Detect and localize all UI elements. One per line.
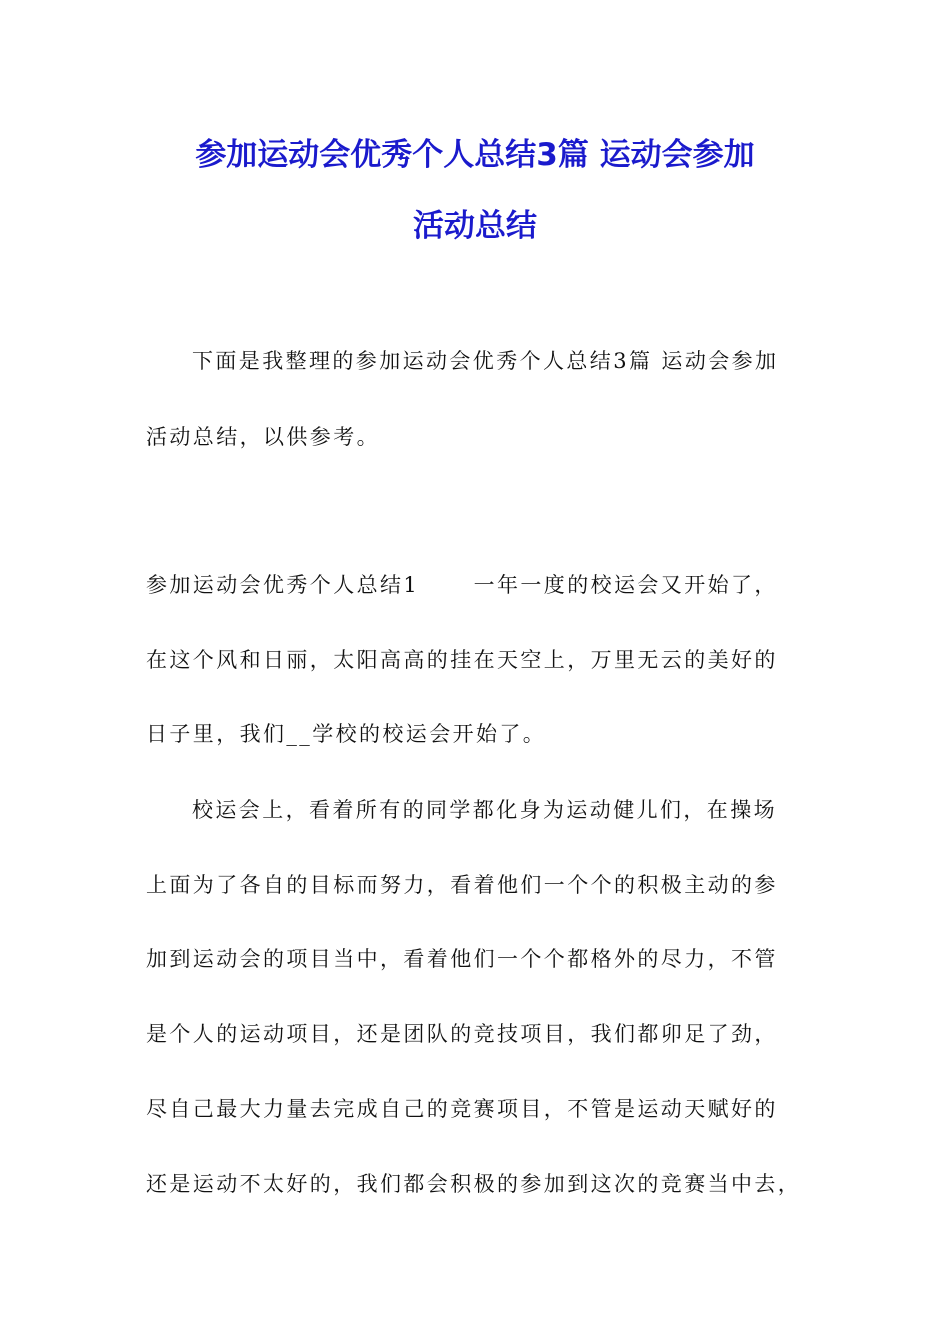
document-title-line-2: 活动总结 [413,208,537,244]
body-line: 尽自己最大力量去完成自己的竞赛项目，不管是运动天赋好的 [146,1097,778,1121]
body-line: 在这个风和日丽，太阳高高的挂在天空上，万里无云的美好的 [146,648,778,672]
body-line: 日子里，我们__学校的校运会开始了。 [146,722,547,746]
body-line: 加到运动会的项目当中，看着他们一个个都格外的尽力，不管 [146,947,778,971]
intro-line-2: 活动总结，以供参考。 [146,425,380,449]
body-line: 校运会上，看着所有的同学都化身为运动健儿们，在操场 [192,798,777,822]
body-line: 还是运动不太好的，我们都会积极的参加到这次的竞赛当中去， [146,1172,802,1196]
section-heading-line: 参加运动会优秀个人总结1 一年一度的校运会又开始了， [146,573,778,597]
body-line: 是个人的运动项目，还是团队的竞技项目，我们都卯足了劲， [146,1022,778,1046]
body-line: 上面为了各自的目标而努力，看着他们一个个的积极主动的参 [146,873,778,897]
intro-line-1: 下面是我整理的参加运动会优秀个人总结3篇 运动会参加 [192,349,779,373]
document-title-line-1: 参加运动会优秀个人总结3篇 运动会参加 [195,137,755,173]
